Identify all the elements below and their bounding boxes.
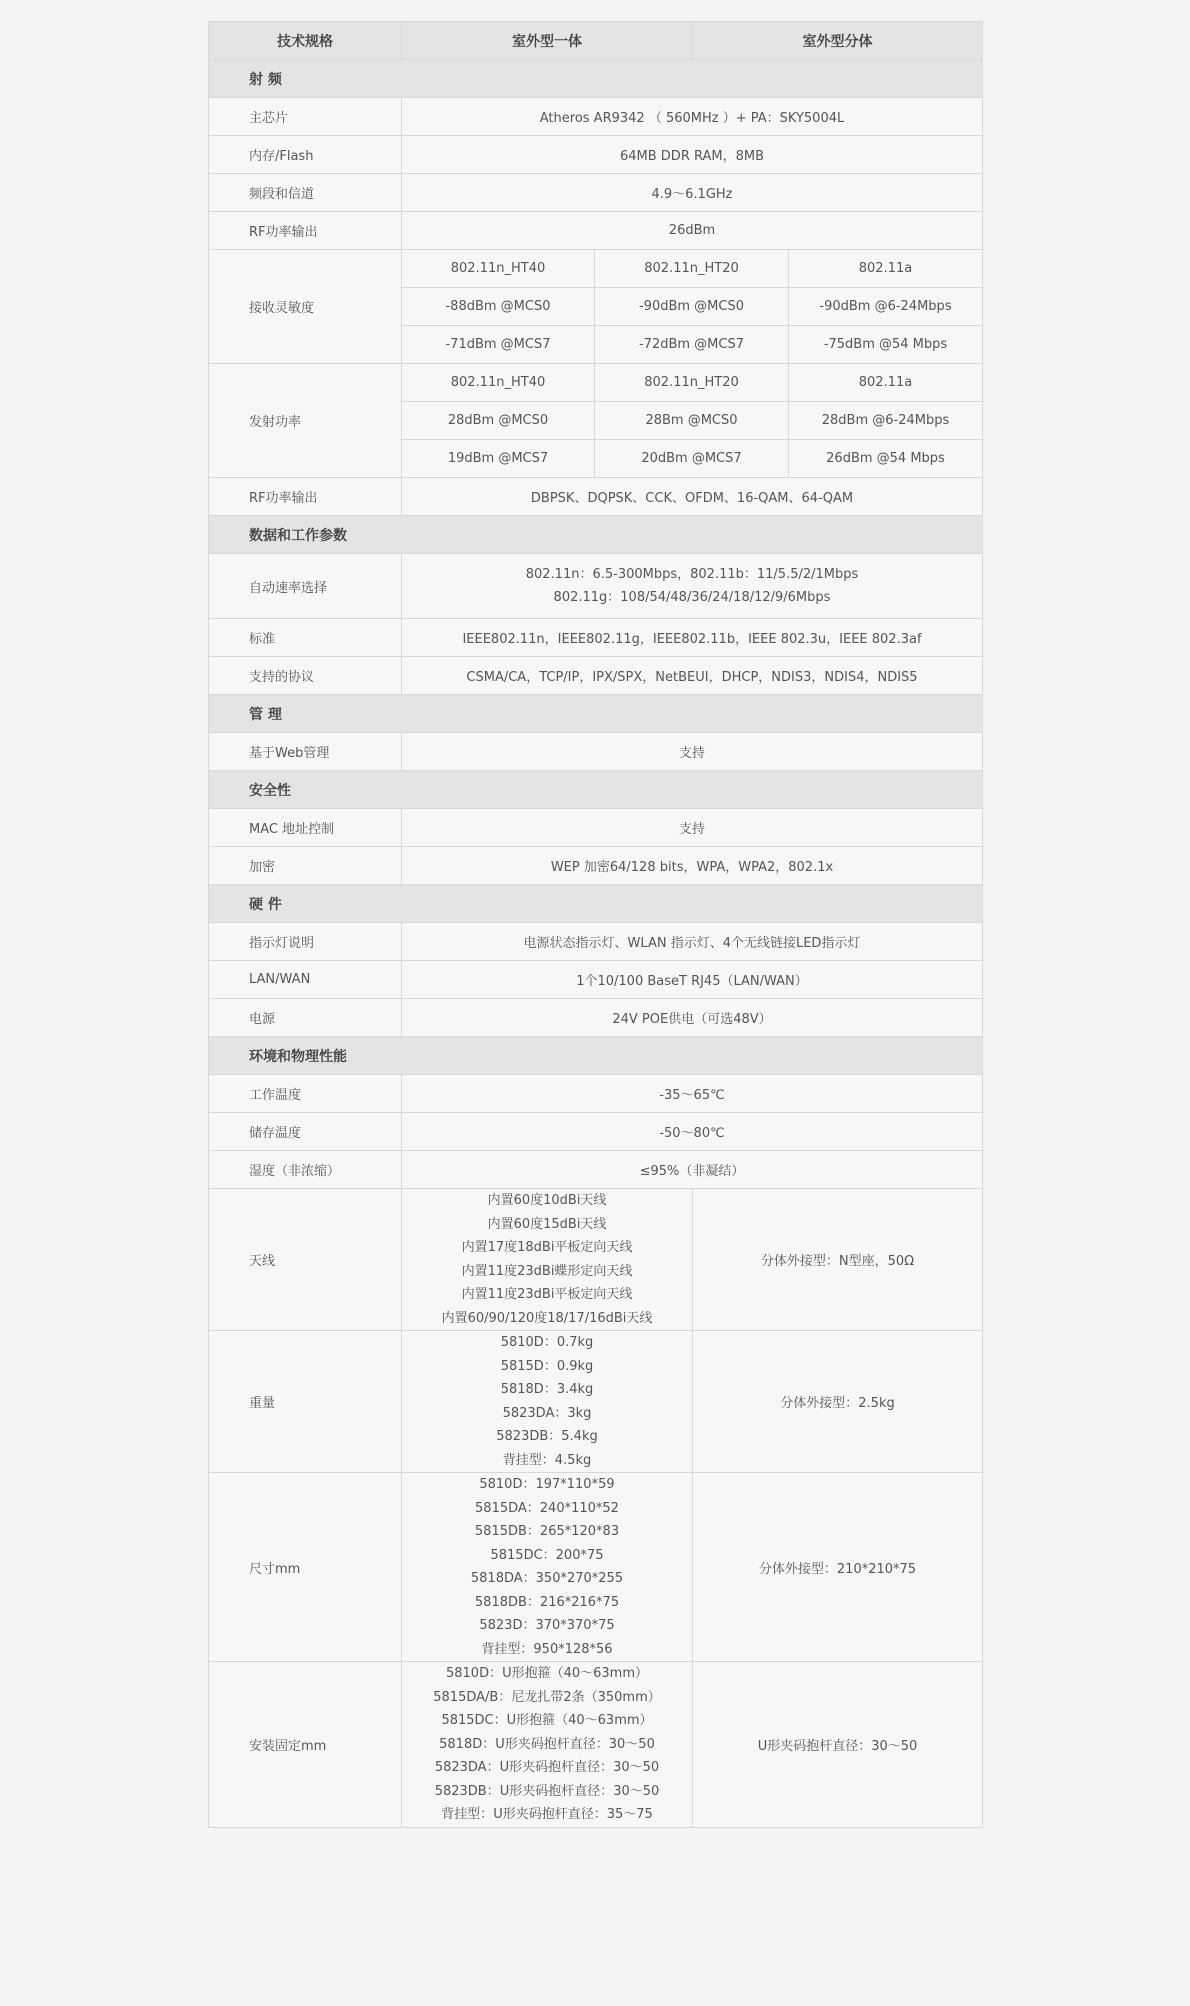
row-label: 频段和信道 xyxy=(209,174,402,212)
list-item: 内置17度18dBi平板定向天线 xyxy=(461,1240,633,1255)
list-item: 5818DB：216*216*75 xyxy=(474,1594,620,1610)
weight-list xyxy=(402,1331,693,1473)
row-value: -50～80℃ xyxy=(402,1113,983,1151)
list-item: 5815DC：200*75 xyxy=(490,1547,604,1563)
row-value: 64MB DDR RAM，8MB xyxy=(402,136,983,174)
table-row xyxy=(209,961,983,999)
header-row xyxy=(209,22,983,60)
sens-cell: 802.11a xyxy=(789,250,983,288)
list-item: 5815DC：U形抱箍（40～63mm） xyxy=(441,1713,653,1728)
list-item: 5818DA：350*270*255 xyxy=(470,1571,624,1586)
list-item: 5823DB：5.4kg xyxy=(496,1429,598,1444)
list-item: 内置60/90/120度18/17/16dBi天线 xyxy=(441,1310,653,1326)
antenna-split: 分体外接型：N型座，50Ω xyxy=(693,1189,983,1331)
row-label: 接收灵敏度 xyxy=(209,250,402,364)
sens-cell: 802.11n_HT40 xyxy=(402,250,595,288)
row-label: 指示灯说明 xyxy=(209,923,402,961)
list-item: 背挂型：950*128*56 xyxy=(481,1641,613,1657)
row-label: 标准 xyxy=(209,619,402,657)
size-list xyxy=(402,1473,693,1662)
tx-cell: 26dBm @54 Mbps xyxy=(789,440,983,478)
row-value: 1个10/100 BaseT RJ45（LAN/WAN） xyxy=(402,961,983,999)
table-row xyxy=(209,923,983,961)
tx-cell: 28dBm @MCS0 xyxy=(402,402,595,440)
row-label: 尺寸mm xyxy=(209,1473,402,1662)
table-row xyxy=(209,809,983,847)
list-item: 5818D：3.4kg xyxy=(500,1382,594,1397)
row-label: 自动速率选择 xyxy=(209,554,402,619)
row-value: 支持 xyxy=(402,809,983,847)
row-value: WEP 加密64/128 bits，WPA，WPA2，802.1x xyxy=(402,847,983,885)
list-item: 5815DA：240*110*52 xyxy=(475,1500,619,1516)
list-item: 5815DA/B：尼龙扎带2条（350mm） xyxy=(433,1689,661,1705)
table-row xyxy=(209,1473,983,1662)
table-row xyxy=(209,478,983,516)
row-value: 支持 xyxy=(402,733,983,771)
section-data: 数据和工作参数 xyxy=(209,516,983,554)
row-label: MAC 地址控制 xyxy=(209,809,402,847)
row-label: 湿度（非浓缩） xyxy=(209,1151,402,1189)
list-item: 5823DA：U形夹码抱杆直径：30～50 xyxy=(434,1760,660,1775)
sens-cell: -75dBm @54 Mbps xyxy=(789,326,983,364)
header-integrated: 室外型一体 xyxy=(402,22,693,60)
list-item: 5810D：U形抱箍（40～63mm） xyxy=(445,1666,649,1681)
table-row xyxy=(209,657,983,695)
table-row xyxy=(209,136,983,174)
table-row xyxy=(209,1331,983,1473)
rate-line: 802.11n：6.5-300Mbps，802.11b：11/5.5/2/1Mbps xyxy=(525,567,859,582)
table-row xyxy=(209,1151,983,1189)
table-row xyxy=(209,1113,983,1151)
table-row xyxy=(209,1075,983,1113)
list-item: 内置11度23dBi蝶形定向天线 xyxy=(461,1263,633,1279)
list-item: 5823DB：U形夹码抱杆直径：30～50 xyxy=(434,1783,660,1799)
table-row xyxy=(209,364,983,402)
row-label: 加密 xyxy=(209,847,402,885)
table-row xyxy=(209,174,983,212)
sens-cell: 802.11n_HT20 xyxy=(595,250,789,288)
row-label: RF功率输出 xyxy=(209,478,402,516)
row-label: 发射功率 xyxy=(209,364,402,478)
list-item: 内置60度15dBi天线 xyxy=(487,1216,607,1232)
header-spec: 技术规格 xyxy=(209,22,402,60)
row-label: 内存/Flash xyxy=(209,136,402,174)
table-row xyxy=(209,733,983,771)
list-item: 5815DB：265*120*83 xyxy=(474,1524,620,1539)
table-row xyxy=(209,999,983,1037)
list-item: 5823D：370*370*75 xyxy=(479,1618,615,1633)
row-value: DBPSK、DQPSK、CCK、OFDM、16-QAM、64-QAM xyxy=(402,478,983,516)
weight-split: 分体外接型：2.5kg xyxy=(693,1331,983,1473)
row-label: 支持的协议 xyxy=(209,657,402,695)
table-row xyxy=(209,847,983,885)
table-row xyxy=(209,212,983,250)
row-value: -35～65℃ xyxy=(402,1075,983,1113)
list-item: 内置60度10dBi天线 xyxy=(487,1193,607,1208)
row-value: Atheros AR9342 （ 560MHz ）+ PA：SKY5004L xyxy=(402,98,983,136)
table-row xyxy=(209,1189,983,1331)
list-item: 5818D：U形夹码抱杆直径：30～50 xyxy=(439,1736,655,1752)
header-split: 室外型分体 xyxy=(693,22,983,60)
row-value: IEEE802.11n，IEEE802.11g，IEEE802.11b，IEEE 802.3u，IEEE 802.3af xyxy=(402,619,983,657)
tx-cell: 802.11n_HT40 xyxy=(402,364,595,402)
section-security: 安全性 xyxy=(209,771,983,809)
row-value xyxy=(402,554,983,619)
row-value: ≤95%（非凝结） xyxy=(402,1151,983,1189)
row-label: 安装固定mm xyxy=(209,1662,402,1828)
table-row xyxy=(209,250,983,288)
mount-list xyxy=(402,1662,693,1828)
table-row xyxy=(209,619,983,657)
spec-table xyxy=(208,21,983,1828)
row-label: LAN/WAN xyxy=(209,961,402,999)
table-row xyxy=(209,554,983,619)
mount-split: U形夹码抱杆直径：30～50 xyxy=(693,1662,983,1828)
section-rf: 射 频 xyxy=(209,60,983,98)
sens-cell: -72dBm @MCS7 xyxy=(595,326,789,364)
section-hardware: 硬 件 xyxy=(209,885,983,923)
table-row xyxy=(209,98,983,136)
row-value: 24V POE供电（可选48V） xyxy=(402,999,983,1037)
tx-cell: 20dBm @MCS7 xyxy=(595,440,789,478)
tx-cell: 28dBm @6-24Mbps xyxy=(789,402,983,440)
antenna-list xyxy=(402,1189,693,1331)
tx-cell: 802.11n_HT20 xyxy=(595,364,789,402)
list-item: 背挂型：U形夹码抱杆直径：35～75 xyxy=(441,1807,653,1822)
sens-cell: -90dBm @MCS0 xyxy=(595,288,789,326)
list-item: 5823DA：3kg xyxy=(502,1405,592,1421)
sens-cell: -90dBm @6-24Mbps xyxy=(789,288,983,326)
section-mgmt: 管 理 xyxy=(209,695,983,733)
tx-cell: 802.11a xyxy=(789,364,983,402)
list-item: 5810D：197*110*59 xyxy=(479,1477,615,1492)
row-label: 基于Web管理 xyxy=(209,733,402,771)
row-label: 电源 xyxy=(209,999,402,1037)
list-item: 5810D：0.7kg xyxy=(500,1335,594,1350)
tx-cell: 28Bm @MCS0 xyxy=(595,402,789,440)
sens-cell: -71dBm @MCS7 xyxy=(402,326,595,364)
row-label: 主芯片 xyxy=(209,98,402,136)
row-label: 重量 xyxy=(209,1331,402,1473)
size-split: 分体外接型：210*210*75 xyxy=(693,1473,983,1662)
row-label: 储存温度 xyxy=(209,1113,402,1151)
rate-line: 802.11g：108/54/48/36/24/18/12/9/6Mbps xyxy=(553,590,831,605)
table-row xyxy=(209,1662,983,1828)
sens-cell: -88dBm @MCS0 xyxy=(402,288,595,326)
section-env: 环境和物理性能 xyxy=(209,1037,983,1075)
row-value: 4.9～6.1GHz xyxy=(402,174,983,212)
row-label: 天线 xyxy=(209,1189,402,1331)
list-item: 5815D：0.9kg xyxy=(500,1358,594,1374)
row-label: RF功率输出 xyxy=(209,212,402,250)
tx-cell: 19dBm @MCS7 xyxy=(402,440,595,478)
row-label: 工作温度 xyxy=(209,1075,402,1113)
list-item: 内置11度23dBi平板定向天线 xyxy=(461,1287,633,1302)
list-item: 背挂型：4.5kg xyxy=(502,1452,592,1468)
row-value: CSMA/CA，TCP/IP，IPX/SPX，NetBEUI，DHCP，NDIS3，NDIS4，NDIS5 xyxy=(402,657,983,695)
row-value: 26dBm xyxy=(402,212,983,250)
row-value: 电源状态指示灯、WLAN 指示灯、4个无线链接LED指示灯 xyxy=(402,923,983,961)
